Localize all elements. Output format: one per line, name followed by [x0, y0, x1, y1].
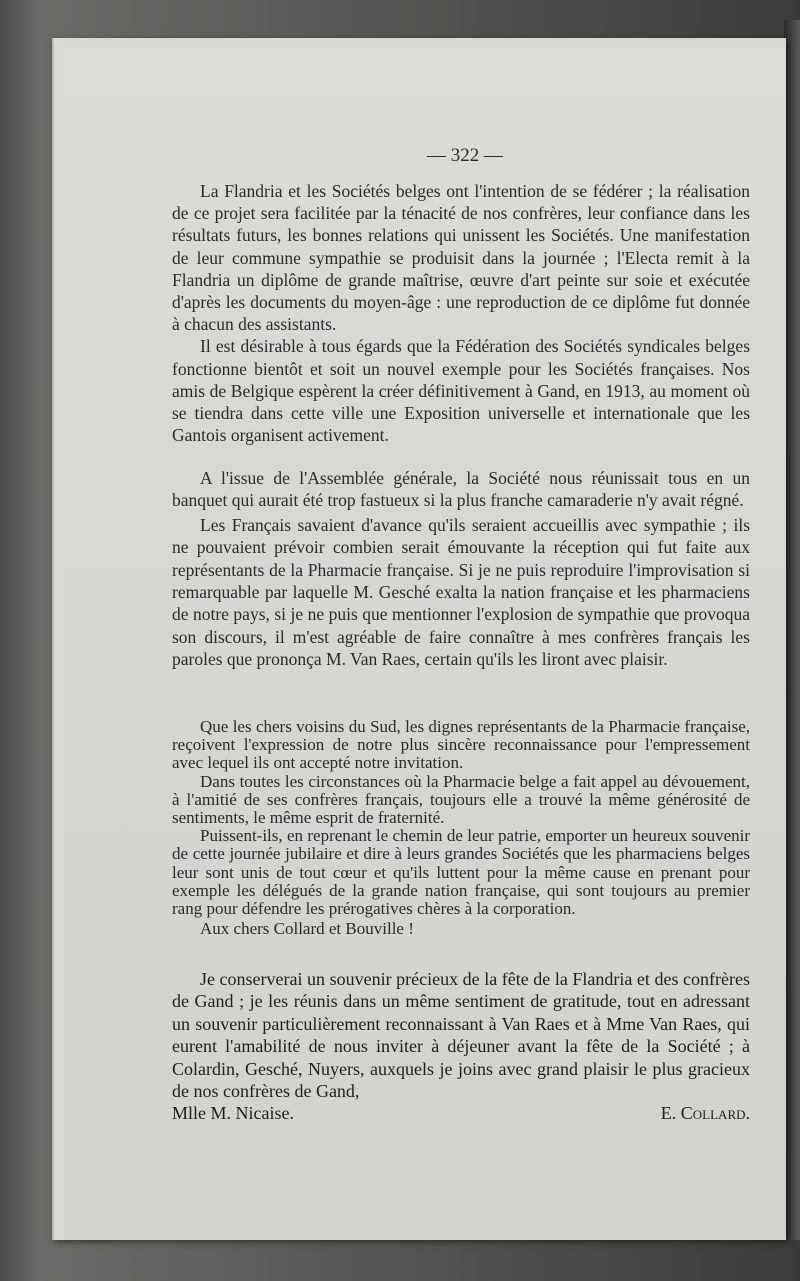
paragraph: Que les chers voisins du Sud, les dignes représentants de la Pharmacie française, reçoivent l'expression de notre plus sincère reconnaissance pour l'empressement avec lequel ils ont accepté notre invitation. — [172, 717, 750, 773]
paragraph: Dans toutes les circonstances où la Pharmacie belge a fait appel au dévouement, à l'amitié de ses confrères français, toujours elle a trouvé la même générosité de sentiments, le même esprit de fraternité. — [172, 771, 750, 828]
text-block-banquet — [172, 467, 750, 671]
paragraph: Puissent-ils, en reprenant le chemin de leur patrie, emporter un heureux souvenir de cette journée jubilaire et dire à leurs grandes Sociétés que les pharmaciens belges leur sont unis de tout cœur et qu'ils luttent pour la même cause en prenant pour exemple les délégués de la grande nation française, qui sont toujours au premier rang pour défendre les prérogatives chères à la corporation. — [172, 826, 750, 919]
text-block-speech — [172, 718, 750, 938]
paragraph: Les Français savaient d'avance qu'ils seraient accueillis avec sympathie ; ils ne pouvaient prévoir combien serait émouvante la réception qui fut faite aux représentants de la Pharmacie française. Si je ne puis reproduire l'improvisation si remarquable par laquelle M. Gesché exalta la nation française et les pharmaciens de notre pays, si je ne puis que mentionner l'explosion de sympathie que provoqua son discours, il m'est agréable de faire connaître à mes confrères français les paroles que prononça M. Van Raes, certain qu'ils les liront avec plaisir. — [172, 514, 750, 670]
paragraph: A l'issue de l'Assemblée générale, la Société nous réunissait tous en un banquet qui aurait été trop fastueux si la plus franche camaraderie n'y avait régné. — [172, 468, 750, 511]
signature-author: E. Collard. — [660, 1103, 750, 1124]
text-block-closing — [172, 968, 750, 1125]
paragraph: Il est désirable à tous égards que la Fédération des Sociétés syndicales belges fonctionne bientôt et soit un nouvel exemple pour les Sociétés françaises. Nos amis de Belgique espèrent la créer définitivement à Gand, en 1913, au moment où se tiendra dans cette ville une Exposition universelle et internationale que les Gantois organisent activement. — [172, 336, 750, 446]
paragraph-toast: Aux chers Collard et Bouville ! — [200, 919, 414, 939]
text-block-federation — [172, 180, 750, 446]
paragraph: La Flandria et les Sociétés belges ont l'intention de se fédérer ; la réalisation de ce projet sera facilitée par la ténacité de nos confrères, leur confiance dans les résultats futurs, les bonnes relations qui unissent les Sociétés. Une manifestation de leur commune sympathie se produisit dans la journée ; l'Electa remit à la Flandria un diplôme de grande maîtrise, œuvre d'art peinte sur soie et exécutée d'après les documents du moyen-âge : une reproduction de ce diplôme fut donnée à chacun des assistants. — [172, 181, 750, 335]
paragraph: Je conserverai un souvenir précieux de la fête de la Flandria et des confrères de Gand ; je les réunis dans un même sentiment de gratitude, tout en adressant un souvenir particulièrement reconnaissant à Van Raes et à Mme Van Raes, qui eurent l'amabilité de nous inviter à déjeuner avant la fête de la Société ; à Colardin, Gesché, Nuyers, auxquels je joins avec grand plaisir le plus gracieux de nos confrères de Gand, — [172, 969, 750, 1102]
signature-left: Mlle M. Nicaise. — [172, 1103, 294, 1124]
signature-line — [172, 1102, 750, 1124]
page-number: — 322 — — [427, 145, 503, 166]
book-edge — [784, 20, 800, 1240]
